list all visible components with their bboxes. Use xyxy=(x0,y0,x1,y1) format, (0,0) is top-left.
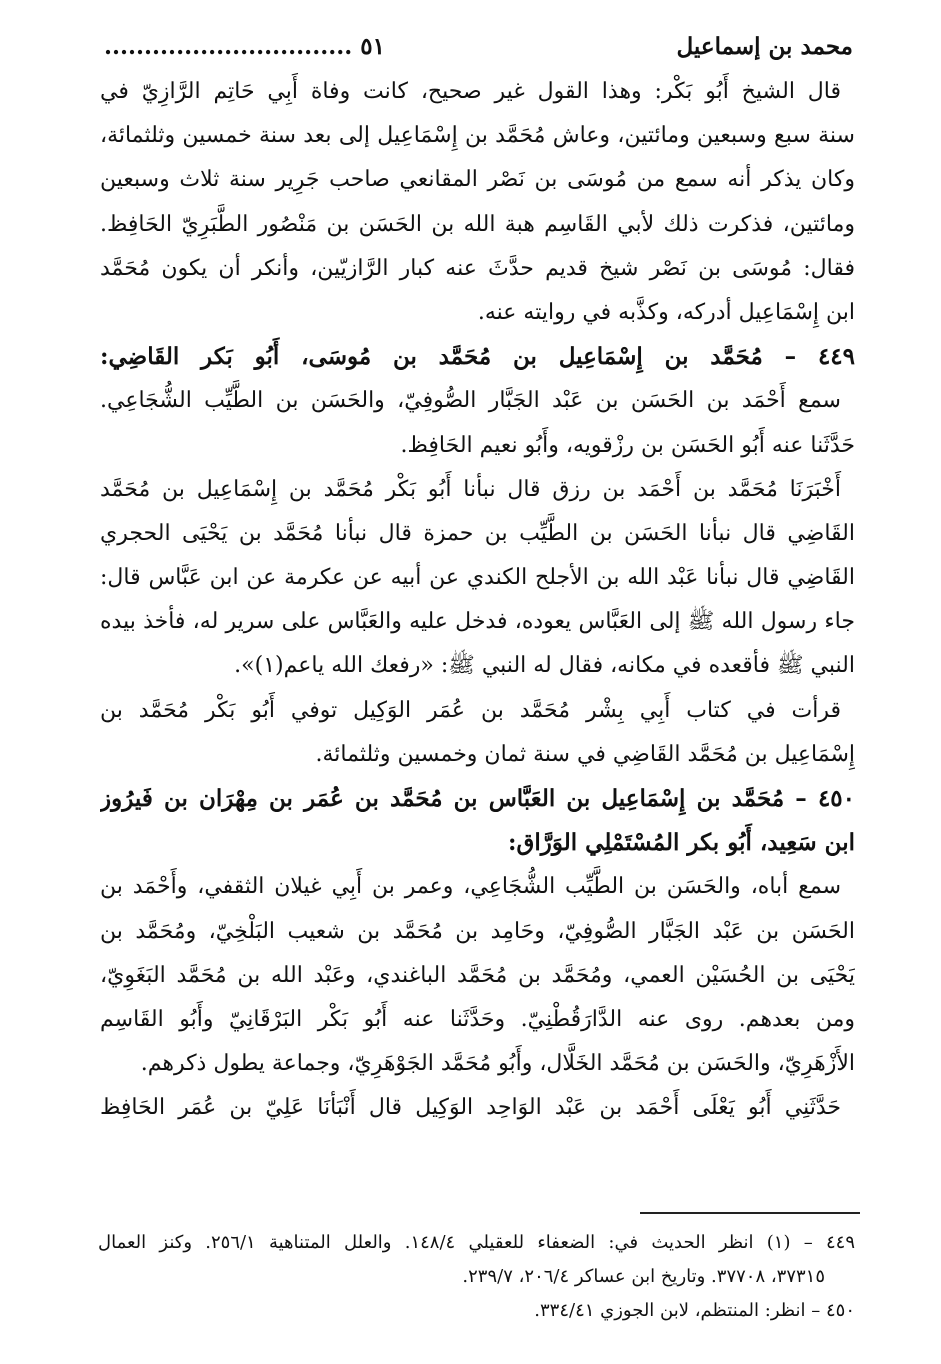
footnotes xyxy=(98,1226,855,1328)
text-line: وكان يذكر أنه سمع من مُوسَى بن نَصْر المقانعي صاحب جَرِير سنة ثلاث وسبعين xyxy=(100,167,855,193)
page-number: ٥١ ............................... xyxy=(104,32,385,60)
running-header xyxy=(104,26,853,66)
text-line: قرأت في كتاب أَبِي بِشْر مُحَمَّد بن عُمَر الوَكِيل توفي أَبُو بَكْر مُحَمَّد بن xyxy=(100,697,841,723)
text-line: سمع أباه، والحَسَن بن الطَّيِّب الشُّجَاعِي، وعمر بن أَبِي غيلان الثقفي، وأَحْمَد بن xyxy=(100,874,841,900)
running-title: محمد بن إسماعيل xyxy=(676,32,853,60)
footnote-line: ٤٤٩ – (١) انظر الحديث في: الضعفاء للعقيلي ١٤٨/٤. والعلل المتناهية ٢٥٦/١. وكنز العمال xyxy=(98,1232,855,1253)
footnote-line: ٤٥٠ – انظر: المنتظم، لابن الجوزي ٣٣٤/٤١. xyxy=(534,1300,855,1321)
text-line: الأَزْهَرِيّ، والحَسَن بن مُحَمَّد الخَلَّال، وأَبُو مُحَمَّد الجَوْهَرِيّ، وجماعة يطول ذكرهم. xyxy=(140,1051,855,1077)
text-line: النبي ﷺ فأقعده في مكانه، فقال له النبي ﷺ: «رفعك الله ياعم(١)». xyxy=(234,653,855,679)
footnote-line: ٣٧٣١٥، ٣٧٧٠٨. وتاريخ ابن عساكر ٢٠٦/٤، ٢٣٩/٧. xyxy=(462,1266,825,1287)
text-line: سنة سبع وسبعين ومائتين، وعاش مُحَمَّد بن إِسْمَاعِيل إلى بعد سنة خمسين وثلثمائة، xyxy=(100,123,855,149)
text-line: حَدَّثَنا عنه أَبُو الحَسَن بن رزْقويه، وأَبُو نعيم الحَافِظ. xyxy=(400,432,855,458)
entry-heading: ابن سَعِيد، أَبُو بكر المُسْتَمْلِي الوَرَّاق: xyxy=(508,829,855,857)
text-line: إِسْمَاعِيل بن مُحَمَّد القَاضِي في سنة ثمان وخمسين وثلثمائة. xyxy=(315,741,855,767)
entry-heading: ٤٤٩ – مُحَمَّد بن إِسْمَاعِيل بن مُحَمَّد بن مُوسَى، أَبُو بَكر القَاضِي: xyxy=(100,343,855,371)
text-line: جاء رسول الله ﷺ إلى العَبَّاس يعوده، فدخل عليه والعَبَّاس على سرير له، فأخذ بيده xyxy=(100,609,855,635)
main-text xyxy=(100,70,855,1131)
text-line: قال الشيخ أَبُو بَكْر: وهذا القول غير صحيح، كانت وفاة أَبِي حَاتِم الرَّازِيّ في xyxy=(100,79,841,104)
text-line: ومن بعدهم. روى عنه الدَّارَقُطْنِيّ. وحَدَّثَنا عنه أَبُو بَكْر البَرْقَانِيّ وأَبُو القَاسِم xyxy=(100,1006,855,1032)
footnote-divider xyxy=(640,1212,860,1214)
text-line: القَاضِي قال نبأنا عَبْد الله بن الأجلح الكندي عن أبيه عن عكرمة عن ابن عَبَّاس قال: xyxy=(100,565,855,591)
text-line: ابن إِسْمَاعِيل أدركه، وكذَّبه في روايته عنه. xyxy=(477,299,855,325)
text-line: حَدَّثَنِي أَبُو يَعْلَى أَحْمَد بن عَبْد الوَاحِد الوَكِيل قال أَنْبَأنَا عَلِيّ بن عُمَر الحَافِظ xyxy=(100,1095,841,1121)
text-line: أَخْبَرَنَا مُحَمَّد بن أَحْمَد بن رزق قال نبأنا أَبُو بَكْر مُحَمَّد بن إِسْمَاعِيل بن مُحَمَّد xyxy=(100,476,841,502)
text-line: سمع أَحْمَد بن الحَسَن بن عَبْد الجَبَّار الصُّوفِيّ، والحَسَن بن الطَّيِّب الشُّجَاعِي. xyxy=(100,388,841,414)
text-line: الحَسَن بن عَبْد الجَبَّار الصُّوفِيّ، وحَامِد بن مُحَمَّد بن شعيب البَلْخِيّ، ومُحَمَّد بن xyxy=(100,918,855,944)
text-line: القَاضِي قال نبأنا الحَسَن بن الطَّيِّب بن حمزة قال نبأنا مُحَمَّد بن يَحْيَى الحجري xyxy=(100,520,855,546)
text-line: يَحْيَى بن الحُسَيْن العمي، ومُحَمَّد بن مُحَمَّد الباغندي، وعَبْد الله بن مُحَمَّد البَغَوِيّ، xyxy=(100,962,855,988)
text-line: ومائتين، فذكرت ذلك لأبي القَاسِم هبة الله بن الحَسَن بن مَنْصُور الطَّبَرِيّ الحَافِظ. xyxy=(100,211,855,237)
entry-heading: ٤٥٠ – مُحَمَّد بن إِسْمَاعِيل بن العَبَّاس بن مُحَمَّد بن عُمَر بن مِهْرَان بن فَيرُوز xyxy=(100,785,855,812)
text-line: فقال: مُوسَى بن نَصْر شيخ قديم حدَّثَ عنه كبار الرَّازيّين، وأنكر أن يكون مُحَمَّد xyxy=(100,255,855,281)
